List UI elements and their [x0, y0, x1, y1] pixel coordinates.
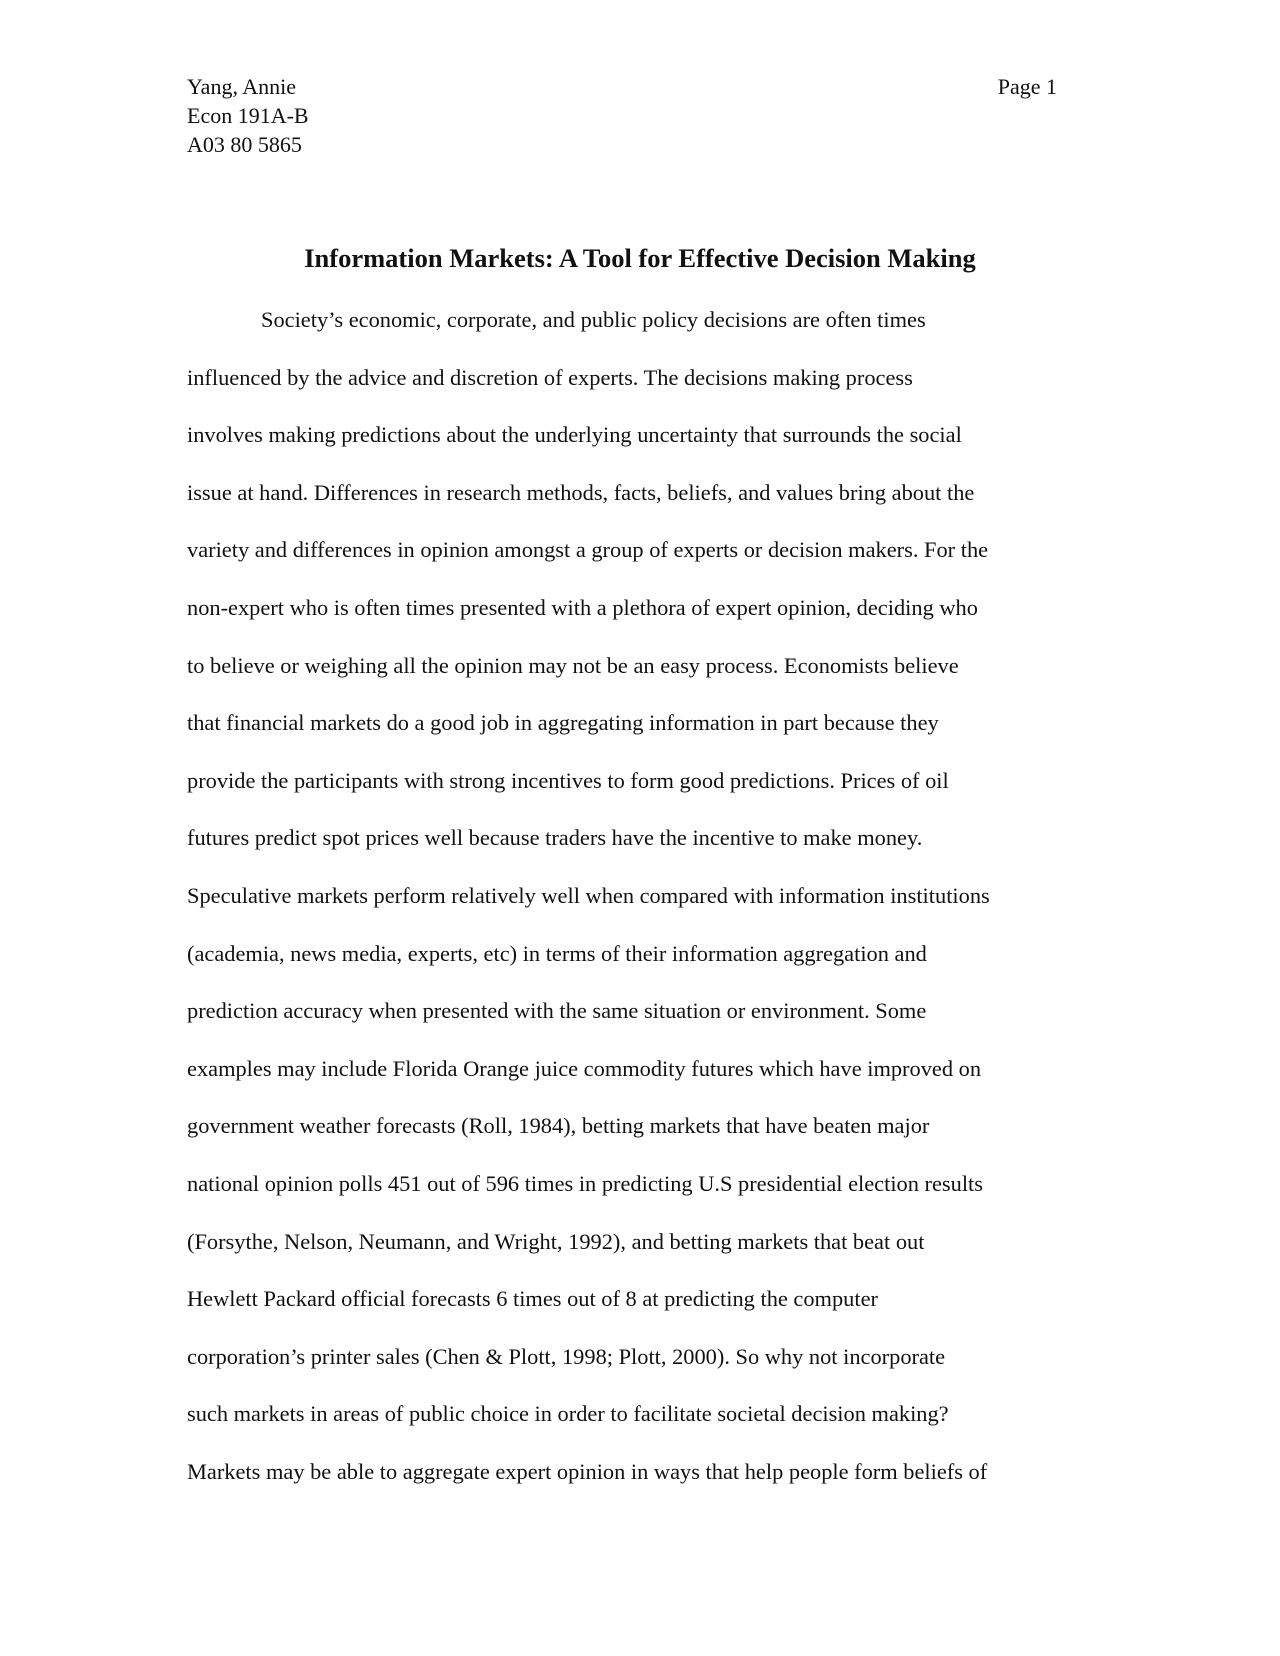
course-code: Econ 191A-B	[187, 103, 309, 128]
body-line: government weather forecasts (Roll, 1984), betting markets that have beaten major	[187, 1113, 930, 1139]
body-line: that financial markets do a good job in aggregating information in part because they	[187, 710, 939, 736]
document-title: Information Markets: A Tool for Effective Decision Making	[304, 243, 976, 273]
author-name: Yang, Annie	[187, 74, 297, 99]
body-line: corporation’s printer sales (Chen & Plott, 1998; Plott, 2000). So why not incorporate	[187, 1343, 946, 1369]
body-line: (academia, news media, experts, etc) in terms of their information aggregation and	[187, 940, 927, 966]
body-line: variety and differences in opinion amongst a group of experts or decision makers. For the	[187, 537, 989, 563]
header-block	[187, 72, 309, 159]
body-line: Speculative markets perform relatively well when compared with information institutions	[187, 882, 990, 908]
body-line: issue at hand. Differences in research methods, facts, beliefs, and values bring about the	[187, 479, 975, 505]
body-line: non-expert who is often times presented with a plethora of expert opinion, deciding who	[187, 594, 978, 620]
body-line: Society’s economic, corporate, and public policy decisions are often times	[261, 307, 926, 332]
page-number: Page 1	[997, 74, 1057, 99]
body-line: involves making predictions about the underlying uncertainty that surrounds the social	[187, 422, 962, 448]
body-paragraph	[187, 303, 1087, 1512]
body-line: Markets may be able to aggregate expert opinion in ways that help people form beliefs of	[187, 1458, 988, 1484]
body-line: such markets in areas of public choice in order to facilitate societal decision making?	[187, 1401, 949, 1427]
student-id: A03 80 5865	[187, 132, 302, 157]
body-line: influenced by the advice and discretion of experts. The decisions making process	[187, 364, 913, 390]
body-line: to believe or weighing all the opinion may not be an easy process. Economists believe	[187, 652, 959, 678]
body-line: futures predict spot prices well because traders have the incentive to make money.	[187, 825, 923, 851]
body-line: provide the participants with strong incentives to form good predictions. Prices of oil	[187, 767, 949, 793]
body-line: (Forsythe, Nelson, Neumann, and Wright, 1992), and betting markets that beat out	[187, 1228, 925, 1254]
body-line: examples may include Florida Orange juice commodity futures which have improved on	[187, 1055, 982, 1081]
body-line: prediction accuracy when presented with the same situation or environment. Some	[187, 998, 927, 1024]
body-line: national opinion polls 451 out of 596 times in predicting U.S presidential election results	[187, 1170, 983, 1196]
body-line: Hewlett Packard official forecasts 6 times out of 8 at predicting the computer	[187, 1286, 878, 1312]
